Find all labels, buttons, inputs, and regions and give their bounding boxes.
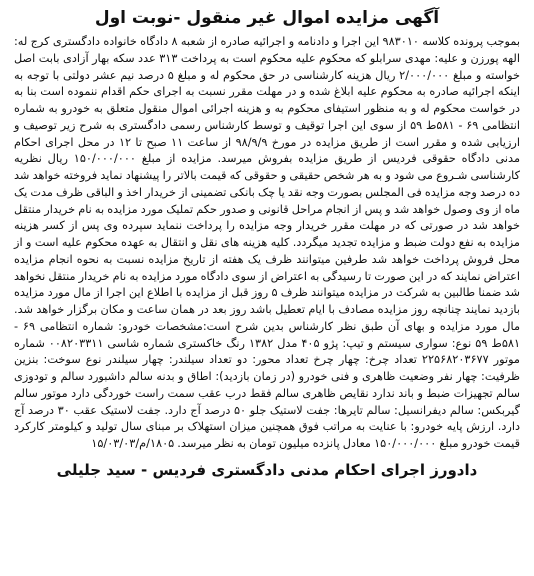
notice-title: آگهی مزایده اموال غیر منقول -نوبت اول [94,8,440,28]
notice-body: بموجب پرونده کلاسه ۹۸۳۰۱۰ این اجرا و دادنامه و اجرائیه صادره از شعبه ۸ دادگاه خانواده دادگستری کرج له: الهه پورزن و علیه: مهدی سرابلو که محکوم علیه محکوم است به پرداخت ۳۱۳ عدد سکه بهار آزادی بابت اصل خواسته و مبلغ ۲/۰۰۰/۰۰۰ ریال هزینه کارشناسی در حق محکوم له و مبلغ ۵ درصد نیم عشر دولتی با توجه به اینکه اجرائیه صادره به محکوم علیه ابلاغ شده و در مهلت مقرر نسبت به اجرای حکم اقدام ننموده است بنا به در خواست محکوم له و به منظور استیفای محکوم به و هزینه اجرائی اموال منقول متعلق به خودرو به شماره انتظامی ۶۹ - ۵۸۱ط ۵۹ از سوی این اجرا توقیف و توسط کارشناس رسمی دادگستری به شرح زیر توصیف و ارزیابی شده و مقرر است از طریق مزایده در مورخ ۹۸/۹/۹ از ساعت ۱۱ صبح تا ۱۲ در محل اجرای احکام مدنی دادگاه حقوقی فردیس از طریق مزایده بفروش میرسد. مزایده از مبلغ ۱۵۰/۰۰۰/۰۰۰ ریال نظریه کارشناسی شـروع می شود و به هر شخص حقیقی و حقوقی که قیمت بالاتر را پیشنهاد نماید فروخته خواهد شد ده درصد وجه مزایده فی المجلس بصورت وجه نقد یا چک بانکی تضمینی از خریدار اخذ و الباقی ظرف مدت یک ماه از وی وصول خواهد شد و پس از انجام مراحل قانونی و صدور حکم تملیک مورد مزایده به نام خریدار منتقل خواهد شد در صورتی که در مهلت مقرر خریدار وجه مزایده را پرداخت ننماید سپرده وی پس از کسر هزینه مزایده به نفع دولت ضبط و مزایده تجدید میگردد. کلیه هزینه های نقل و انتقال به عهده محکوم علیه است و از محل فروش پرداخت خواهد شد طرفین میتوانند ظرف یک هفته از تاریخ مزایده نسبت به نحوه انجام مزایده اعتراض نمایند که در این صورت تا رسیدگی به اعتراض از سوی دادگاه مورد مزایده به نام خریدار منتقل نخواهد شد ضمنا طالبین به شرکت در مزایده میتوانند ظرف ۵ روز قبل از مزایده با اطلاع این اجرا از مال مورد مزایده بازدید نمایند چنانچه روز مزایده مصادف با ایام تعطیل باشد روز بعد در همان ساعت و مکان برگزار خواهد شد. مال مورد مزایده و بهای آن طبق نظر کارشناس بدین شرح است:مشخصات خودرو: شماره انتظامی ۶۹ - ۵۸۱ط ۵۹ نوع: سواری سیستم و تیپ: پژو ۴۰۵ مدل ۱۳۸۲ رنگ خاکستری شماره شاسی ۰۰۸۲۰۳۳۱۱ شماره موتور ۲۲۵۶۸۲۰۳۶۷۷ تعداد چرخ: چهار چرخ تعداد محور: دو تعداد سیلندر: چهار سیلندر نوع سوخت: بنزین ظرفیت: چهار نفر وضعیت ظاهری و فنی خودرو (در زمان بازدید): اطاق و بدنه سالم داشبورد سالم و تودوزی سالم تجهیزات ضبط و باند ندارد نقایص ظاهری سالم فقط درب عقب سمت راست خوردگی دارد موتور سالم گیربکس: سالم دیفرانسیل: سالم تایرها: جفت لاستیک جلو ۵۰ درصد آج دارد. جفت لاستیک عقب ۳۰ درصد آج دارد. ارزش پایه خودرو: با عنایت به مراتب فوق همچنین میزان استهلاک بر مبنای سال تولید و کیلومتر کارکرد قیمت خودرو مبلغ ۱۵۰/۰۰۰/۰۰۰ معادل پانزده میلیون تومان به نظر میرسد. ۱۸۰۵/م/۱۵/۰۳/۰۳ [13,35,521,450]
notice-signature: دادورز اجرای احکام مدنی دادگستری فردیس - سید جلیلی [56,460,478,479]
